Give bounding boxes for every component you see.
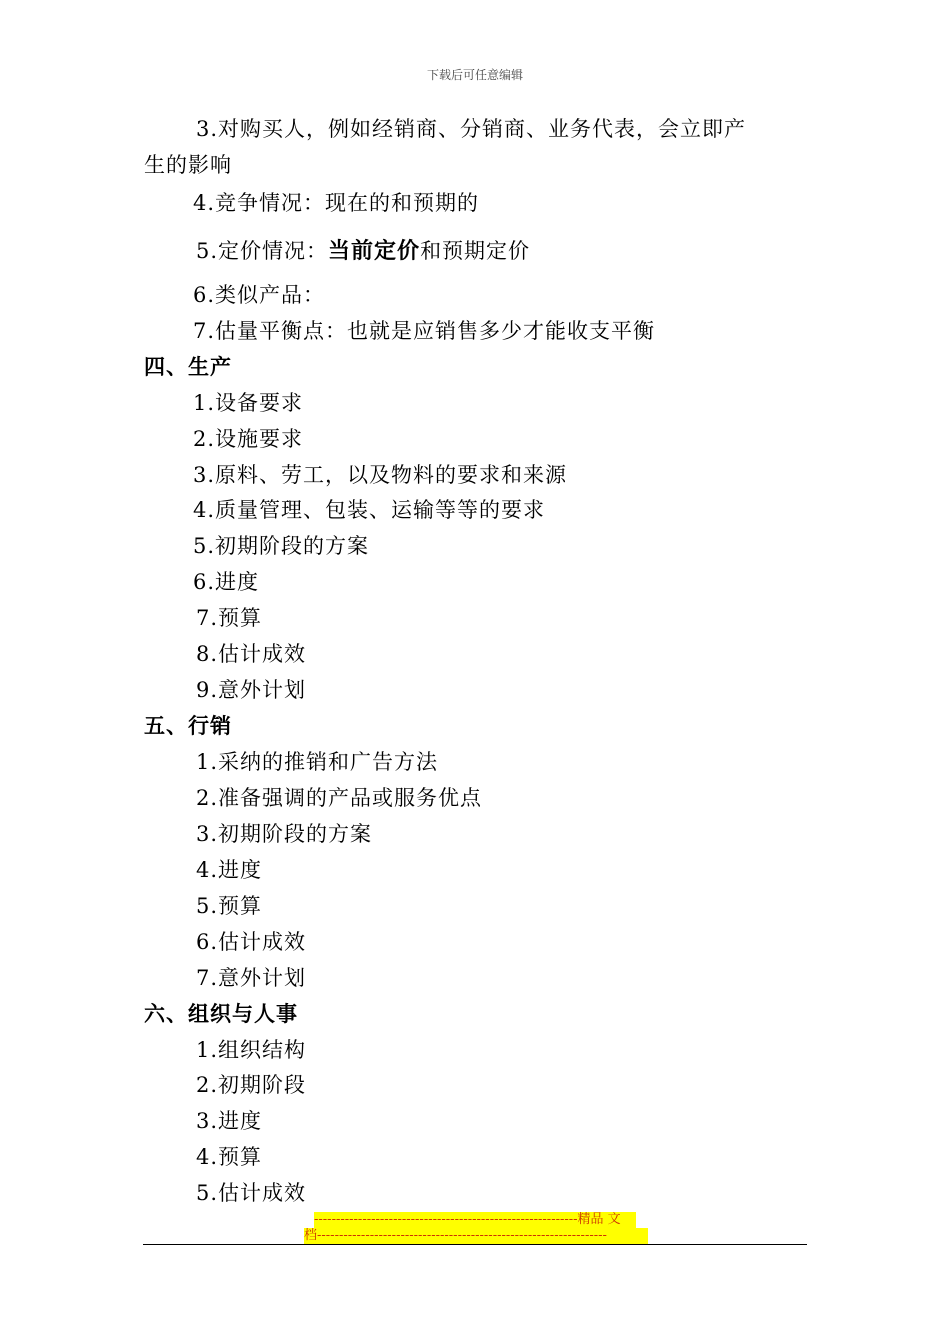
list-item: 7.意外计划 bbox=[196, 966, 307, 990]
list-item-prefix: 5.定价情况： bbox=[196, 239, 329, 263]
list-item bbox=[196, 238, 530, 264]
section-heading: 五、行销 bbox=[144, 713, 232, 738]
section-heading: 四、生产 bbox=[144, 354, 232, 379]
list-item: 3.初期阶段的方案 bbox=[196, 822, 373, 846]
list-item: 1.采纳的推销和广告方法 bbox=[196, 750, 439, 774]
footer-rule bbox=[143, 1244, 807, 1245]
list-item: 3.进度 bbox=[196, 1109, 263, 1133]
list-item: 9.意外计划 bbox=[196, 678, 307, 702]
list-item: 6.类似产品： bbox=[193, 283, 326, 307]
list-item-suffix: 和预期定价 bbox=[420, 239, 531, 263]
list-item: 6.进度 bbox=[193, 570, 260, 594]
list-item: 3.对购买人，例如经销商、分销商、业务代表，会立即产 bbox=[196, 117, 747, 141]
list-item: 1.设备要求 bbox=[193, 391, 304, 415]
list-item: 2.设施要求 bbox=[193, 427, 304, 451]
list-item: 2.准备强调的产品或服务优点 bbox=[196, 786, 483, 810]
list-item: 5.初期阶段的方案 bbox=[193, 534, 370, 558]
list-item: 生的影响 bbox=[144, 153, 232, 177]
list-item: 8.估计成效 bbox=[196, 642, 307, 666]
list-item: 7.预算 bbox=[196, 606, 263, 630]
list-item: 3.原料、劳工，以及物料的要求和来源 bbox=[193, 463, 568, 487]
list-item: 4.竞争情况：现在的和预期的 bbox=[193, 191, 480, 215]
section-heading: 六、组织与人事 bbox=[144, 1001, 298, 1026]
list-item: 4.进度 bbox=[196, 858, 263, 882]
footer-watermark-line1: ------------------------------------------------------------精品 文 bbox=[314, 1212, 636, 1228]
list-item: 5.预算 bbox=[196, 894, 263, 918]
page-header: 下载后可任意编辑 bbox=[426, 68, 523, 82]
footer-watermark-line2: 档------------------------------------------------------------------ bbox=[304, 1228, 648, 1244]
list-item: 6.估计成效 bbox=[196, 930, 307, 954]
list-item: 7.估量平衡点：也就是应销售多少才能收支平衡 bbox=[193, 319, 656, 343]
list-item: 4.质量管理、包装、运输等等的要求 bbox=[193, 498, 546, 522]
list-item: 4.预算 bbox=[196, 1145, 263, 1169]
list-item: 5.估计成效 bbox=[196, 1181, 307, 1205]
list-item: 1.组织结构 bbox=[196, 1038, 307, 1062]
list-item: 2.初期阶段 bbox=[196, 1073, 307, 1097]
list-item-emphasis: 当前定价 bbox=[328, 238, 421, 264]
